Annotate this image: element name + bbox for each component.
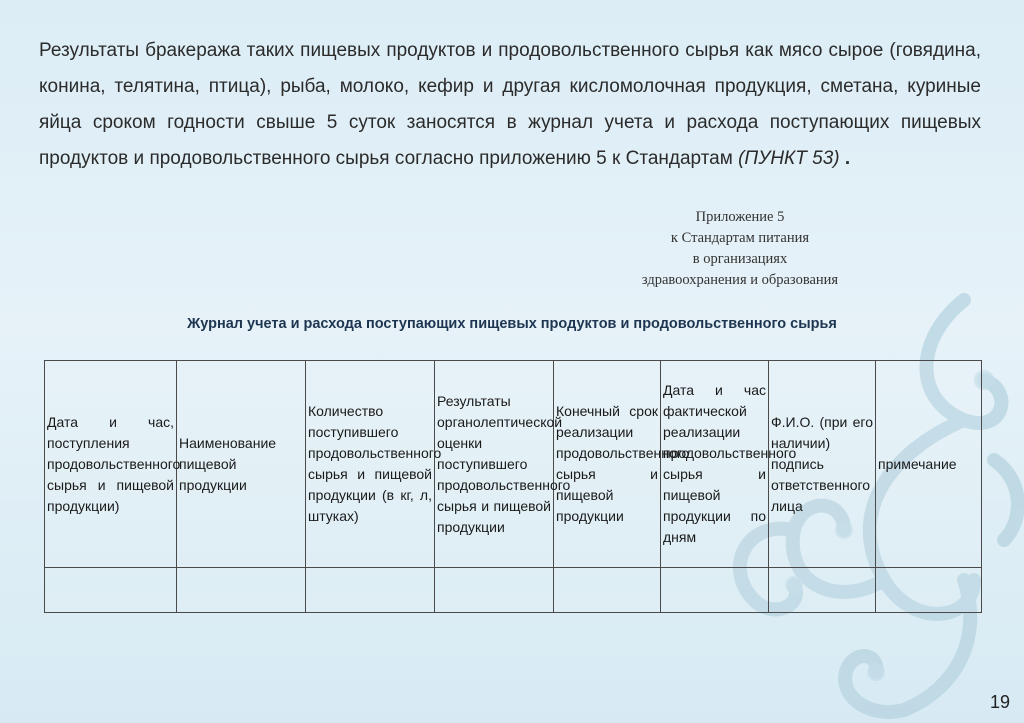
column-header-responsible-person: Ф.И.О. (при его наличии) подпись ответственного лица [769, 361, 876, 568]
appendix-line: в организациях [692, 251, 788, 267]
column-header-product-name: Наименование пищевой продукции [177, 361, 306, 568]
intro-paragraph [39, 33, 981, 177]
appendix-line: Приложение 5 [695, 209, 785, 225]
paragraph-reference: (ПУНКТ 53) [738, 148, 840, 169]
column-header-quantity: Количество поступившего продовольственного сырья и пищевой продукции (в кг, л, штуках) [306, 361, 435, 568]
table-cell [306, 568, 435, 613]
appendix-line: здравоохранения и образования [641, 272, 839, 288]
column-header-organoleptic-results: Результаты органолептической оценки поступившего продовольственного сырья и пищевой продукции [435, 361, 554, 568]
column-header-actual-sale-date: Дата и час фактической реализации продовольственного сырья и пищевой продукции по дням [661, 361, 769, 568]
table-cell [876, 568, 982, 613]
table-cell [661, 568, 769, 613]
table-cell [177, 568, 306, 613]
table-row [45, 568, 982, 613]
paragraph-text: Результаты бракеража таких пищевых продуктов и продовольственного сырья как мясо сырое (говядина, конина, телятина, птица), рыба, молоко, кефир и другая кисломолочная продукция, сметана, куриные яйца сроком годности свыше 5 суток заносятся в журнал учета и расхода поступающих пищевых продуктов и продовольственного сырья согласно приложению 5 к Стандартам [39, 40, 981, 169]
column-header-expiry-date: Конечный срок реализации продовольственного сырья и пищевой продукции [554, 361, 661, 568]
paragraph-end-mark: . [844, 148, 851, 169]
table-cell [554, 568, 661, 613]
table-header-row [45, 361, 982, 568]
table-cell [45, 568, 177, 613]
appendix-note [600, 207, 880, 291]
journal-table [44, 360, 982, 613]
column-header-date-received: Дата и час, поступления продовольственного сырья и пищевой продукции) [45, 361, 177, 568]
appendix-line: к Стандартам питания [670, 230, 810, 246]
page-number: 19 [989, 692, 1010, 712]
table-cell [435, 568, 554, 613]
journal-title: Журнал учета и расхода поступающих пищевых продуктов и продовольственного сырья [187, 316, 837, 332]
column-header-note: примечание [876, 361, 982, 568]
table-cell [769, 568, 876, 613]
